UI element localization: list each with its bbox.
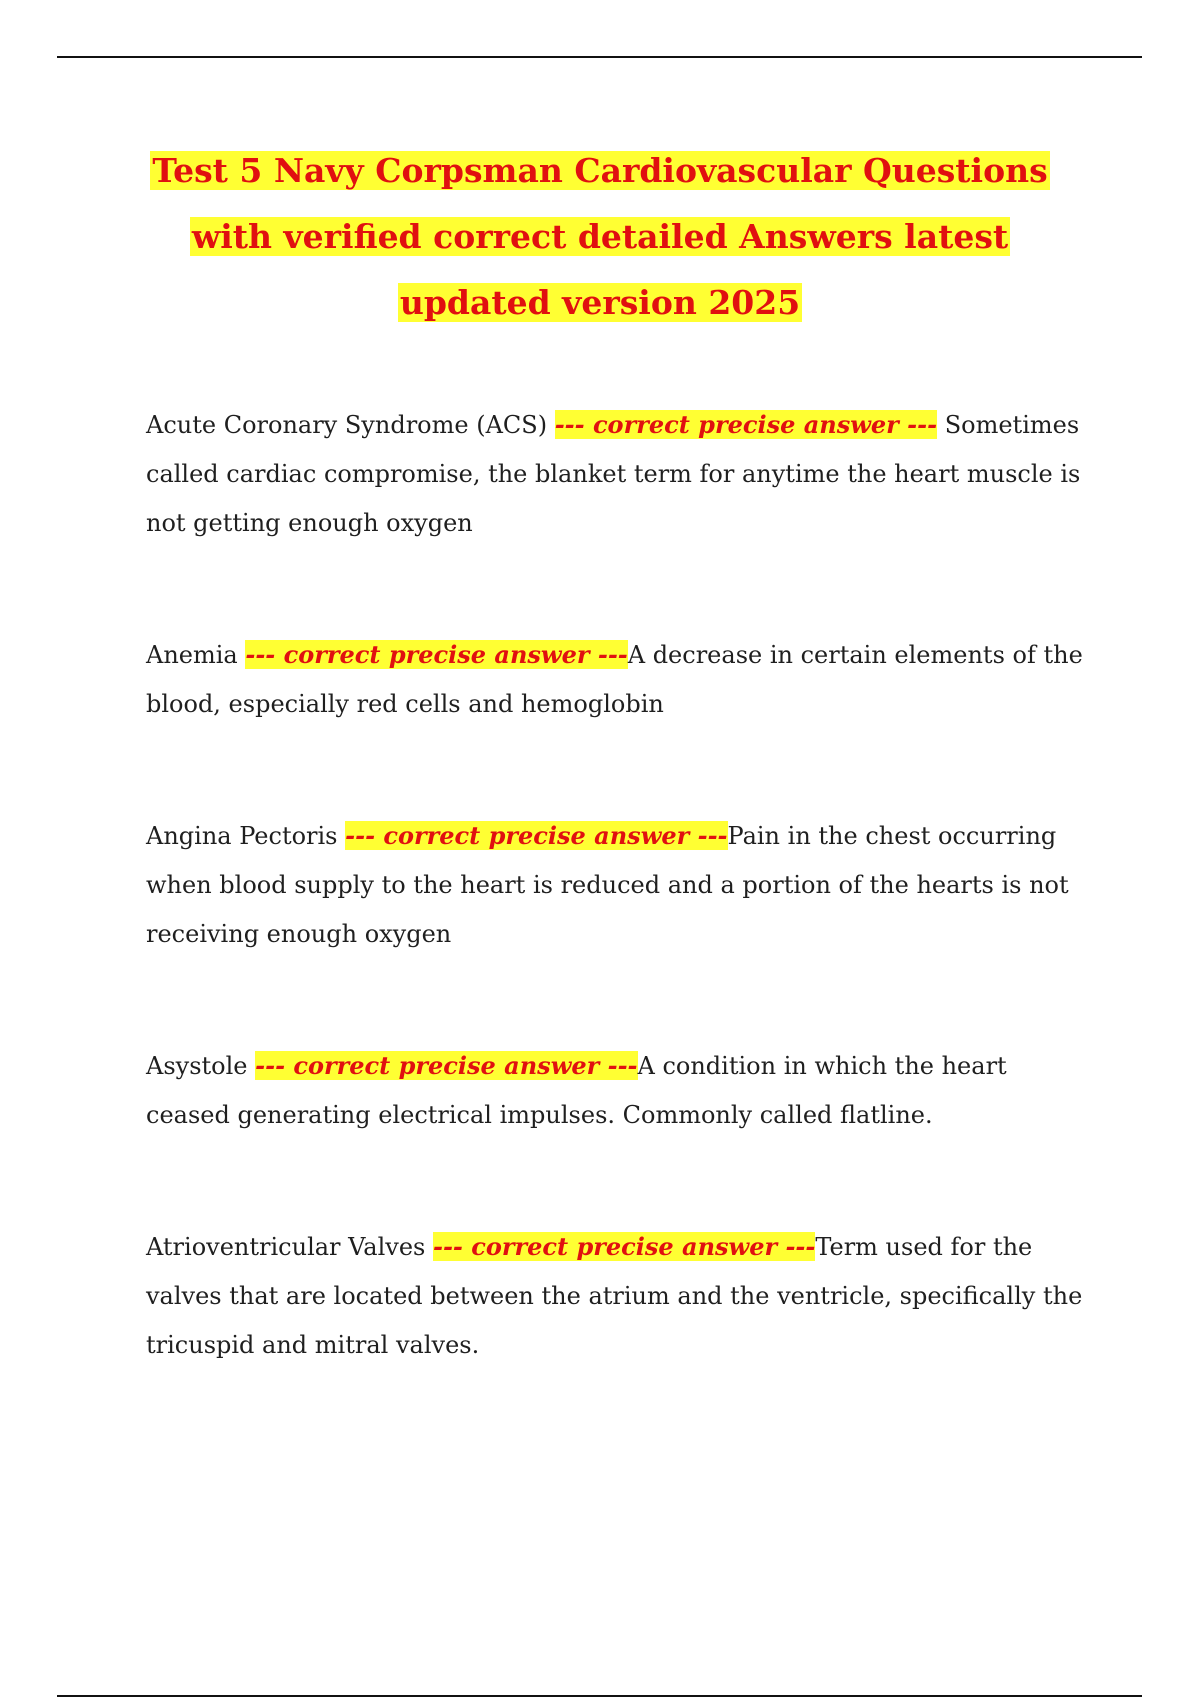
answer-marker: --- correct precise answer --- xyxy=(432,1232,816,1261)
entry-term: Angina Pectoris xyxy=(146,822,338,850)
answer-marker: --- correct precise answer --- xyxy=(245,640,628,669)
answer-marker: --- correct precise answer --- xyxy=(554,410,938,439)
title-line-3: updated version 2025 xyxy=(399,283,801,322)
top-rule xyxy=(57,56,1142,58)
qa-entry-asystole xyxy=(146,1041,1096,1140)
document-title xyxy=(100,138,1100,336)
answer-marker: --- correct precise answer --- xyxy=(345,821,728,850)
entry-definition: A decrease in certain elements of the blood, especially red cells and hemoglobin xyxy=(146,641,1083,718)
entry-definition: Pain in the chest occurring when blood supply to the heart is reduced and a portion of the hearts is not receiving enough oxygen xyxy=(146,822,1069,948)
qa-entry-acs xyxy=(146,400,1096,548)
entry-term: Asystole xyxy=(146,1052,248,1080)
qa-entry-anemia xyxy=(146,630,1096,729)
entry-term: Atrioventricular Valves xyxy=(146,1233,426,1261)
bottom-rule xyxy=(57,1695,1142,1697)
qa-entry-atrioventricular-valves xyxy=(146,1222,1096,1370)
entry-definition: A condition in which the heart ceased generating electrical impulses. Commonly called flatline. xyxy=(146,1052,1007,1129)
title-line-2: with verified correct detailed Answers latest xyxy=(191,217,1009,256)
entry-definition: Term used for the valves that are located between the atrium and the ventricle, specifically the tricuspid and mitral valves. xyxy=(146,1233,1083,1359)
qa-entry-angina-pectoris xyxy=(146,811,1096,959)
qa-list xyxy=(146,400,1096,1370)
answer-marker: --- correct precise answer --- xyxy=(255,1051,638,1080)
title-line-1: Test 5 Navy Corpsman Cardiovascular Questions xyxy=(152,151,1048,190)
entry-term: Anemia xyxy=(146,641,238,669)
entry-definition: Sometimes called cardiac compromise, the blanket term for anytime the heart muscle is not getting enough oxygen xyxy=(146,411,1081,537)
entry-term: Acute Coronary Syndrome (ACS) xyxy=(146,411,548,439)
